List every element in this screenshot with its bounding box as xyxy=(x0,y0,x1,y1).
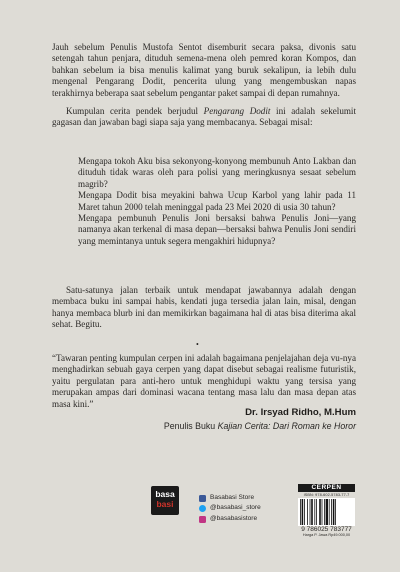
social-item-instagram xyxy=(199,514,261,524)
blurb-paragraph-1 xyxy=(52,42,356,99)
twitter-icon xyxy=(199,505,206,512)
endorsement-quote: “Tawaran penting kumpulan cerpen ini adalah bagaimana penjelajahan deja vu-nya menghadirkan sebuah gaya cerpen yang dapat disebut sebagai realisme futuristik, yaitu pergulatan para anti-hero untuk menghidupi waktu yang tersisa yang merupakan ampas dari dominasi wacana tentang masa lalu dan masa depan atas masa kini.” xyxy=(52,353,356,409)
social-label: @basabasi_store xyxy=(210,504,261,512)
barcode-bar xyxy=(331,499,332,525)
endorser-book-title: Kajian Cerita: Dari Roman ke Horor xyxy=(217,421,356,431)
blurb-paragraph-2-lead: Kumpulan cerita pendek berjudul xyxy=(66,106,204,116)
publisher-logo-line1: basa xyxy=(155,489,175,499)
publisher-logo xyxy=(151,486,179,515)
question-item: Mengapa pembunuh Penulis Joni bersaksi bahwa Penulis Joni—yang namanya akan terkenal di masa depan—bersaksi bahwa Penulis Joni sendiri yang memintanya untuk segera mengakhiri hidupnya? xyxy=(78,213,356,246)
blurb-paragraph-2 xyxy=(52,106,356,129)
barcode-bar xyxy=(314,499,315,525)
facebook-icon xyxy=(199,495,206,502)
blurb-paragraph-1-text: Jauh sebelum Penulis Mustofa Sentot disemburit secara paksa, divonis satu setengah tahun penjara, dituduh semena-mena oleh pemred koran Kompos, dan bahkan sebelum ia bisa menulis kalimat yang buruk sekalipun, ia lebih dulu mengenal Pengarang Dodit, pencerita ulung yang mengembuskan napas terakhirnya beberapa saat sebelum pengantar paket sampai di depan rumahnya. xyxy=(52,42,356,98)
publisher-logo-line2: basi xyxy=(156,499,174,509)
barcode-bars xyxy=(300,499,353,525)
endorser-role xyxy=(164,421,356,431)
barcode-bar xyxy=(333,499,335,525)
isbn-text: ISBN: 978-602-5783-77-7 xyxy=(303,493,350,497)
barcode-bar xyxy=(326,499,328,525)
barcode-bar xyxy=(307,499,308,525)
social-item-facebook xyxy=(199,493,261,503)
barcode-bar xyxy=(335,499,336,525)
barcode-bar xyxy=(316,499,317,525)
endorser-role-prefix: Penulis Buku xyxy=(163,421,218,431)
section-separator: • xyxy=(196,340,199,349)
barcode-bar xyxy=(322,499,323,525)
price-label: Harga P. Jawa Rp49.000,00 xyxy=(302,533,351,537)
barcode-bar xyxy=(319,499,321,525)
barcode xyxy=(298,498,355,526)
social-label: @basabasistore xyxy=(210,514,258,522)
category-label: CERPEN xyxy=(298,484,355,492)
question-list xyxy=(78,156,356,247)
question-item: Mengapa Dodit bisa meyakini bahwa Ucup Karbol yang lahir pada 11 Maret tahun 2000 telah meninggal pada 23 Mei 2020 di usia 30 tahun? xyxy=(78,190,356,212)
blurb-paragraph-3: Satu-satunya jalan terbaik untuk mendapat jawabannya adalah dengan membaca buku ini sampai habis, kendati juga tersedia jalan lain, misal, dengan hanya membaca blurb ini dan memikirkan bagaimana hal di atas bisa diterima akal sehat. Begitu. xyxy=(52,285,356,330)
barcode-bar xyxy=(324,499,325,525)
instagram-icon xyxy=(199,516,206,523)
social-media-list xyxy=(199,493,261,524)
blurb-paragraph-2-rest: ini adalah sekelumit gagasan dan jawaban bagi siapa saja yang membacanya. Sebagai misal: xyxy=(52,106,356,128)
endorser-name: Dr. Irsyad Ridho, M.Hum xyxy=(245,407,356,418)
barcode-bar xyxy=(302,499,304,525)
barcode-bar xyxy=(300,499,301,525)
social-label: Basabasi Store xyxy=(210,494,255,501)
barcode-bar xyxy=(311,499,313,525)
book-title: Pengarang Dodit xyxy=(203,106,271,116)
question-item: Mengapa tokoh Aku bisa sekonyong-konyong membunuh Anto Lakban dan dituduh tidak waras oleh para polisi yang meringkusnya sesaat sebelum magrib? xyxy=(78,156,356,189)
barcode-bar xyxy=(310,499,311,525)
barcode-bar xyxy=(329,499,330,525)
social-item-twitter xyxy=(199,503,261,513)
barcode-bar xyxy=(304,499,305,525)
isbn-block xyxy=(298,484,355,537)
isbn-digits: 9 786025 783777 xyxy=(301,526,352,533)
